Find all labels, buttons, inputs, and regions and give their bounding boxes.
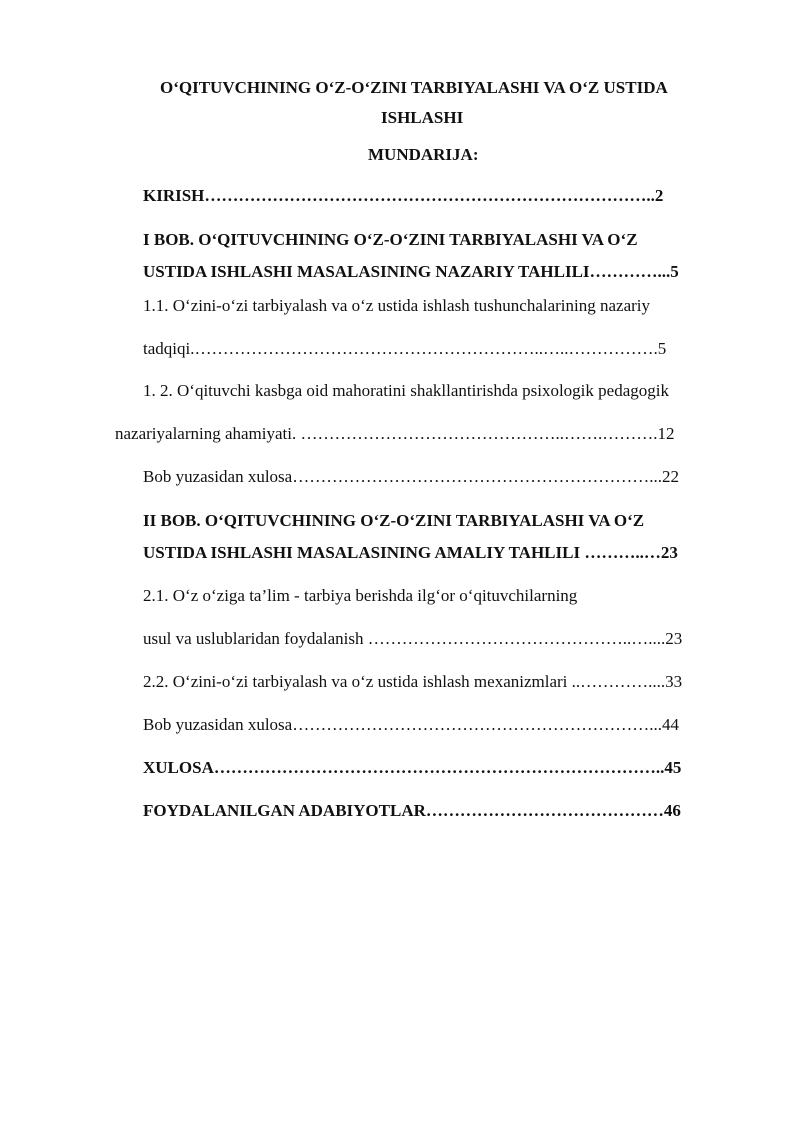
toc-entry-chapter-1-conclusion: Bob yuzasidan xulosa………………………………………………………...22 — [143, 467, 679, 486]
toc-entry-chapter-1-line-1: I BOB. O‘QITUVCHINING O‘Z-O‘ZINI TARBIYALASHI VA O‘Z — [143, 230, 638, 249]
toc-entry-chapter-2-line-2: USTIDA ISHLASHI MASALASINING AMALIY TAHLILI ………..…23 — [143, 543, 678, 562]
toc-entry-section-1-1-line-1: 1.1. O‘zini-o‘zi tarbiyalash va o‘z ustida ishlash tushunchalarining nazariy — [143, 296, 651, 315]
toc-entry-section-2-2: 2.2. O‘zini-o‘zi tarbiyalash va o‘z ustida ishlash mexanizmlari ..…………....33 — [143, 672, 683, 691]
toc-entry-xulosa: XULOSA……………………………………………………………………..45 — [143, 758, 682, 777]
toc-entry-section-2-1-line-2: usul va uslublaridan foydalanish ………………………………………..…....23 — [143, 629, 683, 648]
toc-entry-section-1-2-line-2: nazariyalarning ahamiyati. ………………………………………..…….……….12 — [115, 424, 675, 443]
toc-entry-section-1-1-line-2: tadqiqi.……………………………………………………..…..…………….5 — [143, 339, 667, 358]
contents-heading: MUNDARIJA: — [368, 145, 479, 164]
toc-entry-section-1-2-line-1: 1. 2. O‘qituvchi kasbga oid mahoratini shakllantirishda psixologik pedagogik — [143, 381, 669, 400]
toc-entry-chapter-2-line-1: II BOB. O‘QITUVCHINING O‘Z-O‘ZINI TARBIYALASHI VA O‘Z — [143, 511, 645, 530]
toc-entry-references: FOYDALANILGAN ADABIYOTLAR……………………………………46 — [143, 801, 681, 820]
document-title-line-1: O‘QITUVCHINING O‘Z-O‘ZINI TARBIYALASHI VA O‘Z USTIDA — [160, 78, 668, 97]
toc-entry-section-2-1-line-1: 2.1. O‘z o‘ziga ta’lim - tarbiya berishda ilg‘or o‘qituvchilarning — [143, 586, 578, 605]
toc-entry-chapter-1-line-2: USTIDA ISHLASHI MASALASINING NAZARIY TAHLILI…………...5 — [143, 262, 679, 281]
toc-entry-kirish: KIRISH……………………………………………………………………..2 — [143, 186, 664, 205]
toc-entry-chapter-2-conclusion: Bob yuzasidan xulosa………………………………………………………...44 — [143, 715, 679, 734]
document-title-line-2: ISHLASHI — [381, 108, 464, 127]
